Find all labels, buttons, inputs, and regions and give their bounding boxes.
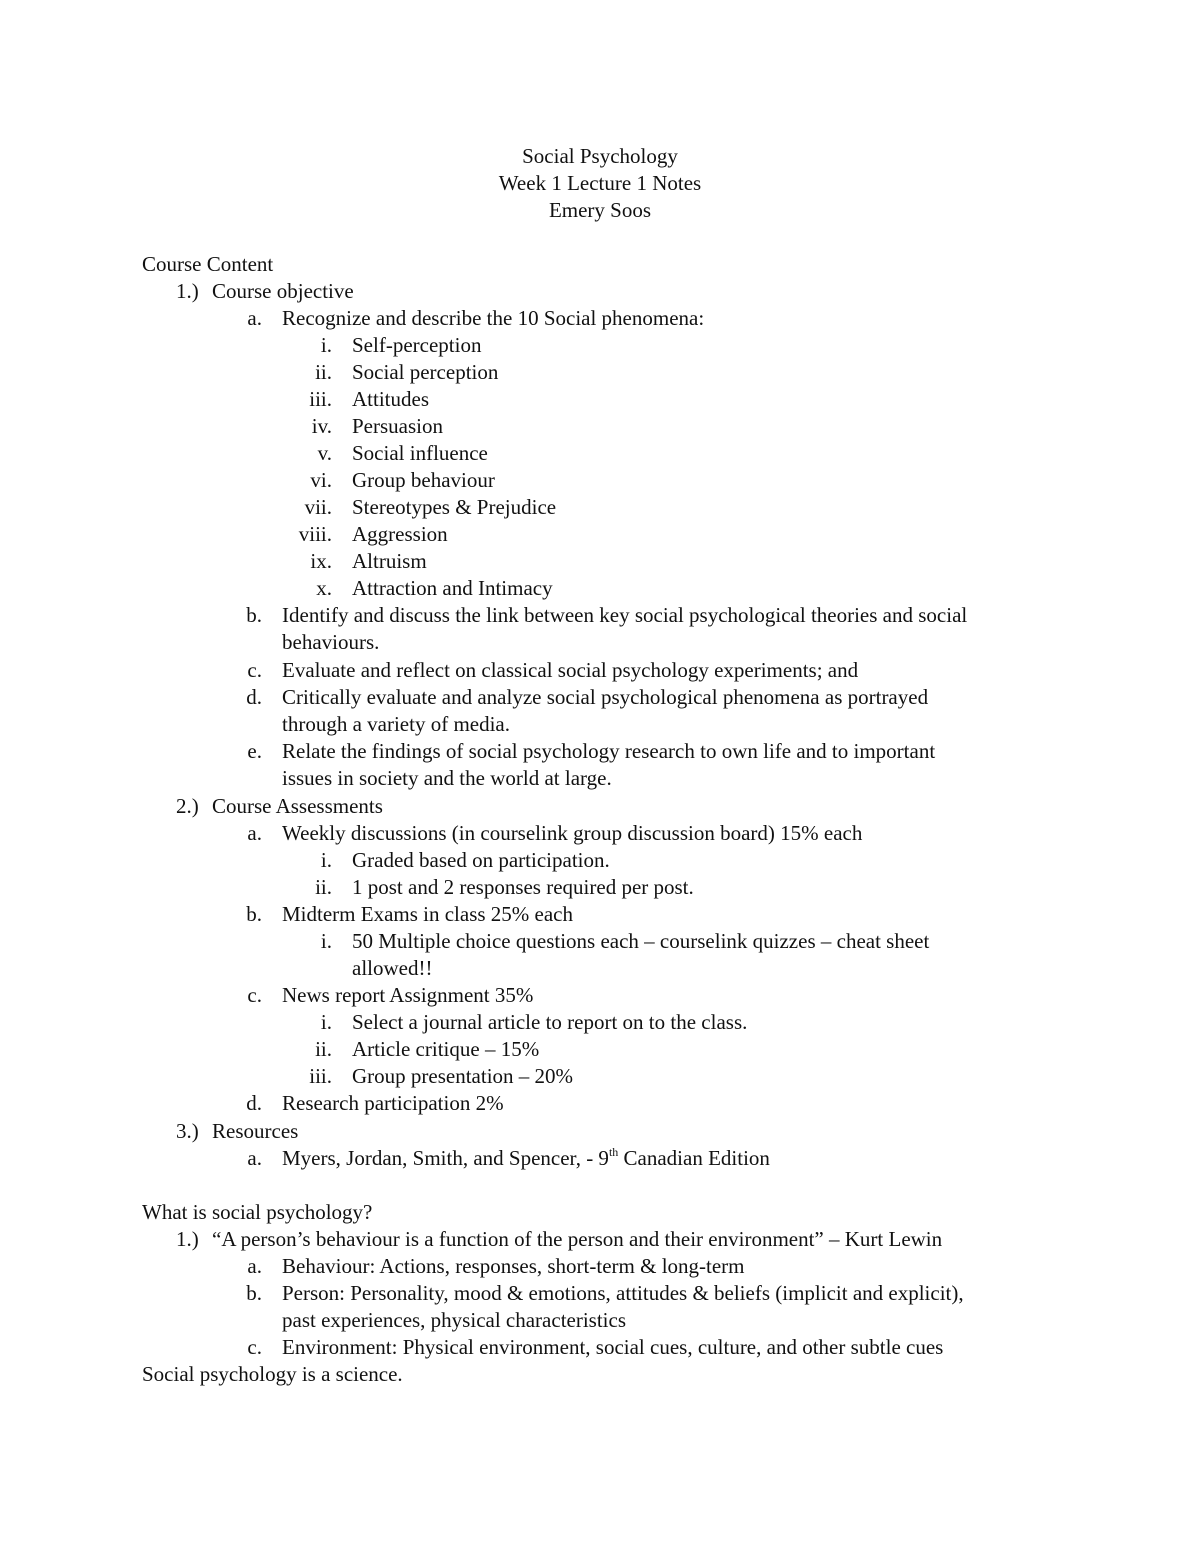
list-item: Midterm Exams in class 25% each bbox=[282, 902, 574, 926]
list-marker: vii. bbox=[304, 495, 332, 519]
list-item: Research participation 2% bbox=[282, 1091, 504, 1115]
phenomenon-item: Attraction and Intimacy bbox=[352, 576, 553, 600]
list-item: Identify and discuss the link between key social psychological theories and social bbox=[282, 603, 968, 627]
list-marker: iii. bbox=[309, 387, 332, 411]
list-item-continuation: past experiences, physical characteristics bbox=[282, 1308, 627, 1332]
list-item: Article critique – 15% bbox=[352, 1037, 540, 1061]
list-item: 50 Multiple choice questions each – courselink quizzes – cheat sheet bbox=[352, 929, 930, 953]
section-heading-what-is: What is social psychology? bbox=[142, 1200, 373, 1224]
list-marker: a. bbox=[247, 1254, 262, 1278]
document-author: Emery Soos bbox=[548, 198, 652, 222]
list-marker: b. bbox=[246, 1281, 262, 1305]
list-item: Recognize and describe the 10 Social phenomena: bbox=[282, 306, 705, 330]
list-marker: v. bbox=[317, 441, 332, 465]
list-marker: viii. bbox=[298, 522, 332, 546]
phenomenon-item: Aggression bbox=[352, 522, 448, 546]
list-marker: d. bbox=[246, 685, 262, 709]
list-marker: vi. bbox=[310, 468, 332, 492]
list-marker: i. bbox=[320, 333, 332, 357]
list-item: Person: Personality, mood & emotions, attitudes & beliefs (implicit and explicit), bbox=[282, 1281, 964, 1305]
list-marker: ii. bbox=[315, 875, 332, 899]
list-item: Select a journal article to report on to the class. bbox=[352, 1010, 748, 1034]
list-number: 1.) bbox=[176, 1227, 199, 1251]
list-item: Weekly discussions (in courselink group discussion board) 15% each bbox=[282, 821, 863, 845]
closing-statement: Social psychology is a science. bbox=[142, 1362, 403, 1386]
list-marker: ii. bbox=[315, 360, 332, 384]
list-item: Behaviour: Actions, responses, short-term & long-term bbox=[282, 1254, 745, 1278]
textbook-reference bbox=[282, 1146, 770, 1171]
list-item: Relate the findings of social psychology research to own life and to important bbox=[282, 739, 936, 763]
list-number: 1.) bbox=[176, 279, 199, 303]
list-marker: i. bbox=[320, 929, 332, 953]
phenomenon-item: Stereotypes & Prejudice bbox=[352, 495, 557, 519]
document-title: Social Psychology bbox=[522, 144, 678, 168]
list-marker: x. bbox=[316, 576, 332, 600]
list-item: 1 post and 2 responses required per post. bbox=[352, 875, 694, 899]
phenomenon-item: Social perception bbox=[352, 360, 499, 384]
list-marker: a. bbox=[247, 1146, 262, 1170]
list-item-continuation: through a variety of media. bbox=[282, 712, 511, 736]
document-subtitle: Week 1 Lecture 1 Notes bbox=[498, 171, 702, 195]
list-marker: c. bbox=[247, 1335, 262, 1359]
list-marker: c. bbox=[247, 983, 262, 1007]
list-marker: b. bbox=[246, 902, 262, 926]
list-item: Critically evaluate and analyze social psychological phenomena as portrayed bbox=[282, 685, 929, 709]
phenomenon-item: Self-perception bbox=[352, 333, 482, 357]
phenomenon-item: Social influence bbox=[352, 441, 488, 465]
phenomenon-item: Group behaviour bbox=[352, 468, 495, 492]
list-item-resources: Resources bbox=[212, 1119, 299, 1143]
lewin-quote: “A person’s behaviour is a function of the person and their environment” – Kurt Lewin bbox=[212, 1227, 943, 1251]
phenomenon-item: Altruism bbox=[352, 549, 427, 573]
list-marker: a. bbox=[247, 306, 262, 330]
list-marker: d. bbox=[246, 1091, 262, 1115]
list-marker: ix. bbox=[310, 549, 332, 573]
list-marker: c. bbox=[247, 658, 262, 682]
list-marker: i. bbox=[320, 848, 332, 872]
list-marker: ii. bbox=[315, 1037, 332, 1061]
list-marker: i. bbox=[320, 1010, 332, 1034]
list-item-continuation: allowed!! bbox=[352, 956, 433, 980]
textbook-text: Myers, Jordan, Smith, and Spencer, - 9 bbox=[282, 1146, 609, 1170]
list-marker: e. bbox=[247, 739, 262, 763]
list-marker: b. bbox=[246, 603, 262, 627]
list-item-course-assessments: Course Assessments bbox=[212, 794, 383, 818]
list-item-continuation: issues in society and the world at large. bbox=[282, 766, 612, 790]
section-heading-course-content: Course Content bbox=[142, 252, 274, 276]
phenomenon-item: Attitudes bbox=[352, 387, 429, 411]
list-item: Graded based on participation. bbox=[352, 848, 610, 872]
list-marker: iii. bbox=[309, 1064, 332, 1088]
list-marker: iv. bbox=[311, 414, 332, 438]
list-item-continuation: behaviours. bbox=[282, 630, 380, 654]
list-item: Group presentation – 20% bbox=[352, 1064, 574, 1088]
list-item: Environment: Physical environment, social cues, culture, and other subtle cues bbox=[282, 1335, 944, 1359]
list-item: Evaluate and reflect on classical social psychology experiments; and bbox=[282, 658, 859, 682]
list-marker: a. bbox=[247, 821, 262, 845]
list-item-course-objective: Course objective bbox=[212, 279, 354, 303]
list-number: 2.) bbox=[176, 794, 199, 818]
textbook-edition: Canadian Edition bbox=[618, 1146, 770, 1170]
list-item: News report Assignment 35% bbox=[282, 983, 534, 1007]
ordinal-suffix: th bbox=[608, 1145, 619, 1159]
phenomenon-item: Persuasion bbox=[352, 414, 443, 438]
list-number: 3.) bbox=[176, 1119, 199, 1143]
